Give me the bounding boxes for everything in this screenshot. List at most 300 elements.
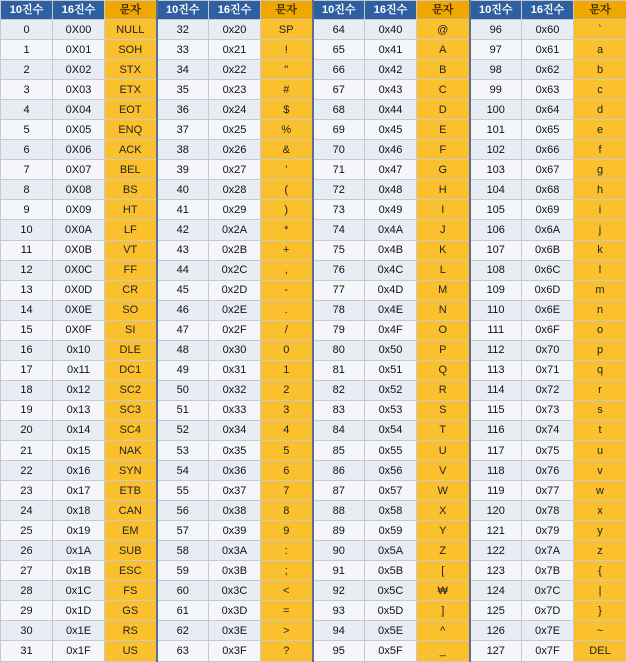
char-cell: SUB xyxy=(105,541,157,561)
decimal-cell: 40 xyxy=(157,180,209,200)
decimal-cell: 118 xyxy=(470,461,522,481)
hex-cell: 0x4A xyxy=(365,220,417,240)
decimal-cell: 100 xyxy=(470,100,522,120)
decimal-cell: 49 xyxy=(157,360,209,380)
hex-cell: 0x7F xyxy=(522,641,574,661)
decimal-cell: 87 xyxy=(313,481,365,501)
table-row xyxy=(1,180,626,200)
hex-cell: 0x34 xyxy=(209,420,261,440)
hex-cell: 0x45 xyxy=(365,120,417,140)
char-cell: s xyxy=(574,400,626,420)
char-cell: o xyxy=(574,320,626,340)
decimal-cell: 37 xyxy=(157,120,209,140)
hex-cell: 0x47 xyxy=(365,160,417,180)
decimal-cell: 34 xyxy=(157,60,209,80)
char-cell: 9 xyxy=(261,521,313,541)
char-cell: $ xyxy=(261,100,313,120)
hex-cell: 0x69 xyxy=(522,200,574,220)
header-decimal: 10진수 xyxy=(470,1,522,20)
char-cell: 7 xyxy=(261,481,313,501)
hex-cell: 0x28 xyxy=(209,180,261,200)
char-cell: * xyxy=(261,220,313,240)
char-cell: j xyxy=(574,220,626,240)
char-cell: FS xyxy=(105,581,157,601)
char-cell: B xyxy=(417,60,470,80)
decimal-cell: 76 xyxy=(313,260,365,280)
char-cell: 6 xyxy=(261,461,313,481)
decimal-cell: 117 xyxy=(470,440,522,460)
char-cell: F xyxy=(417,140,470,160)
hex-cell: 0x6B xyxy=(522,240,574,260)
hex-cell: 0x3A xyxy=(209,541,261,561)
char-cell: 2 xyxy=(261,380,313,400)
decimal-cell: 119 xyxy=(470,481,522,501)
decimal-cell: 94 xyxy=(313,621,365,641)
decimal-cell: 88 xyxy=(313,501,365,521)
hex-cell: 0x75 xyxy=(522,440,574,460)
decimal-cell: 25 xyxy=(1,521,53,541)
char-cell: ETX xyxy=(105,80,157,100)
decimal-cell: 78 xyxy=(313,300,365,320)
hex-cell: 0x3F xyxy=(209,641,261,661)
decimal-cell: 111 xyxy=(470,320,522,340)
decimal-cell: 70 xyxy=(313,140,365,160)
char-cell: @ xyxy=(417,20,470,40)
char-cell: g xyxy=(574,160,626,180)
table-row xyxy=(1,360,626,380)
char-cell: e xyxy=(574,120,626,140)
char-cell: , xyxy=(261,260,313,280)
char-cell: K xyxy=(417,240,470,260)
table-row xyxy=(1,440,626,460)
table-row xyxy=(1,400,626,420)
decimal-cell: 15 xyxy=(1,320,53,340)
table-row xyxy=(1,220,626,240)
char-cell: J xyxy=(417,220,470,240)
table-row xyxy=(1,420,626,440)
char-cell: f xyxy=(574,140,626,160)
decimal-cell: 17 xyxy=(1,360,53,380)
hex-cell: 0x3B xyxy=(209,561,261,581)
char-cell: k xyxy=(574,240,626,260)
table-row xyxy=(1,160,626,180)
hex-cell: 0x7D xyxy=(522,601,574,621)
decimal-cell: 12 xyxy=(1,260,53,280)
decimal-cell: 3 xyxy=(1,80,53,100)
char-cell: a xyxy=(574,40,626,60)
decimal-cell: 74 xyxy=(313,220,365,240)
hex-cell: 0x18 xyxy=(53,501,105,521)
decimal-cell: 36 xyxy=(157,100,209,120)
decimal-cell: 26 xyxy=(1,541,53,561)
hex-cell: 0X0A xyxy=(53,220,105,240)
decimal-cell: 98 xyxy=(470,60,522,80)
decimal-cell: 50 xyxy=(157,380,209,400)
char-cell: ESC xyxy=(105,561,157,581)
hex-cell: 0x23 xyxy=(209,80,261,100)
hex-cell: 0X06 xyxy=(53,140,105,160)
table-row xyxy=(1,340,626,360)
table-row xyxy=(1,521,626,541)
decimal-cell: 105 xyxy=(470,200,522,220)
char-cell: { xyxy=(574,561,626,581)
decimal-cell: 79 xyxy=(313,320,365,340)
hex-cell: 0x55 xyxy=(365,440,417,460)
decimal-cell: 22 xyxy=(1,461,53,481)
decimal-cell: 19 xyxy=(1,400,53,420)
decimal-cell: 9 xyxy=(1,200,53,220)
decimal-cell: 42 xyxy=(157,220,209,240)
hex-cell: 0x5E xyxy=(365,621,417,641)
char-cell: SP xyxy=(261,20,313,40)
hex-cell: 0x33 xyxy=(209,400,261,420)
char-cell: S xyxy=(417,400,470,420)
hex-cell: 0x49 xyxy=(365,200,417,220)
table-row xyxy=(1,80,626,100)
hex-cell: 0X0B xyxy=(53,240,105,260)
hex-cell: 0x58 xyxy=(365,501,417,521)
header-decimal: 10진수 xyxy=(1,1,53,20)
char-cell: . xyxy=(261,300,313,320)
char-cell: 5 xyxy=(261,440,313,460)
decimal-cell: 112 xyxy=(470,340,522,360)
hex-cell: 0x2E xyxy=(209,300,261,320)
decimal-cell: 1 xyxy=(1,40,53,60)
decimal-cell: 102 xyxy=(470,140,522,160)
char-cell: > xyxy=(261,621,313,641)
char-cell: V xyxy=(417,461,470,481)
char-cell: SOH xyxy=(105,40,157,60)
hex-cell: 0x54 xyxy=(365,420,417,440)
hex-cell: 0x16 xyxy=(53,461,105,481)
decimal-cell: 104 xyxy=(470,180,522,200)
decimal-cell: 5 xyxy=(1,120,53,140)
char-cell: DLE xyxy=(105,340,157,360)
hex-cell: 0x22 xyxy=(209,60,261,80)
hex-cell: 0x66 xyxy=(522,140,574,160)
hex-cell: 0x46 xyxy=(365,140,417,160)
decimal-cell: 82 xyxy=(313,380,365,400)
hex-cell: 0x56 xyxy=(365,461,417,481)
hex-cell: 0x4C xyxy=(365,260,417,280)
char-cell: STX xyxy=(105,60,157,80)
hex-cell: 0X01 xyxy=(53,40,105,60)
hex-cell: 0x4D xyxy=(365,280,417,300)
char-cell: n xyxy=(574,300,626,320)
hex-cell: 0x25 xyxy=(209,120,261,140)
char-cell: < xyxy=(261,581,313,601)
char-cell: EOT xyxy=(105,100,157,120)
hex-cell: 0x42 xyxy=(365,60,417,80)
char-cell: w xyxy=(574,481,626,501)
decimal-cell: 11 xyxy=(1,240,53,260)
hex-cell: 0X02 xyxy=(53,60,105,80)
decimal-cell: 81 xyxy=(313,360,365,380)
decimal-cell: 54 xyxy=(157,461,209,481)
char-cell: / xyxy=(261,320,313,340)
char-cell: ~ xyxy=(574,621,626,641)
table-row xyxy=(1,280,626,300)
decimal-cell: 18 xyxy=(1,380,53,400)
hex-cell: 0x53 xyxy=(365,400,417,420)
char-cell: DEL xyxy=(574,641,626,661)
hex-cell: 0x7C xyxy=(522,581,574,601)
hex-cell: 0x17 xyxy=(53,481,105,501)
char-cell: z xyxy=(574,541,626,561)
decimal-cell: 116 xyxy=(470,420,522,440)
hex-cell: 0x2D xyxy=(209,280,261,300)
char-cell: GS xyxy=(105,601,157,621)
table-row xyxy=(1,120,626,140)
char-cell: E xyxy=(417,120,470,140)
char-cell: l xyxy=(574,260,626,280)
decimal-cell: 103 xyxy=(470,160,522,180)
decimal-cell: 28 xyxy=(1,581,53,601)
decimal-cell: 51 xyxy=(157,400,209,420)
char-cell: % xyxy=(261,120,313,140)
hex-cell: 0x74 xyxy=(522,420,574,440)
hex-cell: 0x7A xyxy=(522,541,574,561)
decimal-cell: 2 xyxy=(1,60,53,80)
hex-cell: 0x4E xyxy=(365,300,417,320)
decimal-cell: 110 xyxy=(470,300,522,320)
hex-cell: 0x3D xyxy=(209,601,261,621)
hex-cell: 0x21 xyxy=(209,40,261,60)
table-row xyxy=(1,200,626,220)
decimal-cell: 60 xyxy=(157,581,209,601)
char-cell: Z xyxy=(417,541,470,561)
char-cell: O xyxy=(417,320,470,340)
hex-cell: 0X00 xyxy=(53,20,105,40)
decimal-cell: 14 xyxy=(1,300,53,320)
table-row xyxy=(1,140,626,160)
char-cell: R xyxy=(417,380,470,400)
hex-cell: 0x1A xyxy=(53,541,105,561)
hex-cell: 0x76 xyxy=(522,461,574,481)
char-cell: US xyxy=(105,641,157,661)
header-decimal: 10진수 xyxy=(313,1,365,20)
decimal-cell: 20 xyxy=(1,420,53,440)
hex-cell: 0x2B xyxy=(209,240,261,260)
char-cell: FF xyxy=(105,260,157,280)
hex-cell: 0x31 xyxy=(209,360,261,380)
decimal-cell: 101 xyxy=(470,120,522,140)
decimal-cell: 127 xyxy=(470,641,522,661)
table-row xyxy=(1,300,626,320)
decimal-cell: 31 xyxy=(1,641,53,661)
decimal-cell: 32 xyxy=(157,20,209,40)
hex-cell: 0x63 xyxy=(522,80,574,100)
hex-cell: 0x19 xyxy=(53,521,105,541)
hex-cell: 0x64 xyxy=(522,100,574,120)
decimal-cell: 75 xyxy=(313,240,365,260)
hex-cell: 0x2C xyxy=(209,260,261,280)
hex-cell: 0x6F xyxy=(522,320,574,340)
char-cell: 1 xyxy=(261,360,313,380)
decimal-cell: 41 xyxy=(157,200,209,220)
table-row xyxy=(1,581,626,601)
hex-cell: 0x59 xyxy=(365,521,417,541)
hex-cell: 0x13 xyxy=(53,400,105,420)
char-cell: ? xyxy=(261,641,313,661)
hex-cell: 0x72 xyxy=(522,380,574,400)
hex-cell: 0x50 xyxy=(365,340,417,360)
hex-cell: 0x7B xyxy=(522,561,574,581)
char-cell: CR xyxy=(105,280,157,300)
decimal-cell: 23 xyxy=(1,481,53,501)
char-cell: m xyxy=(574,280,626,300)
char-cell: ACK xyxy=(105,140,157,160)
decimal-cell: 95 xyxy=(313,641,365,661)
hex-cell: 0x5F xyxy=(365,641,417,661)
char-cell: ' xyxy=(261,160,313,180)
table-row xyxy=(1,20,626,40)
char-cell: } xyxy=(574,601,626,621)
table-row xyxy=(1,621,626,641)
char-cell: VT xyxy=(105,240,157,260)
char-cell: h xyxy=(574,180,626,200)
decimal-cell: 10 xyxy=(1,220,53,240)
hex-cell: 0X09 xyxy=(53,200,105,220)
decimal-cell: 59 xyxy=(157,561,209,581)
hex-cell: 0x39 xyxy=(209,521,261,541)
char-cell: G xyxy=(417,160,470,180)
char-cell: EM xyxy=(105,521,157,541)
header-hex: 16진수 xyxy=(522,1,574,20)
decimal-cell: 89 xyxy=(313,521,365,541)
hex-cell: 0x14 xyxy=(53,420,105,440)
char-cell: LF xyxy=(105,220,157,240)
header-hex: 16진수 xyxy=(53,1,105,20)
decimal-cell: 120 xyxy=(470,501,522,521)
char-cell: A xyxy=(417,40,470,60)
decimal-cell: 93 xyxy=(313,601,365,621)
char-cell: Q xyxy=(417,360,470,380)
hex-cell: 0X0F xyxy=(53,320,105,340)
hex-cell: 0x78 xyxy=(522,501,574,521)
table-row xyxy=(1,60,626,80)
char-cell: i xyxy=(574,200,626,220)
decimal-cell: 64 xyxy=(313,20,365,40)
decimal-cell: 115 xyxy=(470,400,522,420)
decimal-cell: 7 xyxy=(1,160,53,180)
char-cell: RS xyxy=(105,621,157,641)
decimal-cell: 38 xyxy=(157,140,209,160)
hex-cell: 0x10 xyxy=(53,340,105,360)
char-cell: BS xyxy=(105,180,157,200)
char-cell: L xyxy=(417,260,470,280)
decimal-cell: 124 xyxy=(470,581,522,601)
hex-cell: 0x35 xyxy=(209,440,261,460)
char-cell: SC4 xyxy=(105,420,157,440)
hex-cell: 0x6C xyxy=(522,260,574,280)
decimal-cell: 43 xyxy=(157,240,209,260)
decimal-cell: 53 xyxy=(157,440,209,460)
decimal-cell: 13 xyxy=(1,280,53,300)
table-row xyxy=(1,240,626,260)
char-cell: c xyxy=(574,80,626,100)
hex-cell: 0x65 xyxy=(522,120,574,140)
hex-cell: 0X03 xyxy=(53,80,105,100)
char-cell: - xyxy=(261,280,313,300)
table-row xyxy=(1,561,626,581)
hex-cell: 0X08 xyxy=(53,180,105,200)
hex-cell: 0x4F xyxy=(365,320,417,340)
hex-cell: 0x7E xyxy=(522,621,574,641)
hex-cell: 0x11 xyxy=(53,360,105,380)
hex-cell: 0x36 xyxy=(209,461,261,481)
hex-cell: 0x57 xyxy=(365,481,417,501)
char-cell: # xyxy=(261,80,313,100)
char-cell: ETB xyxy=(105,481,157,501)
decimal-cell: 33 xyxy=(157,40,209,60)
hex-cell: 0x15 xyxy=(53,440,105,460)
hex-cell: 0x12 xyxy=(53,380,105,400)
decimal-cell: 86 xyxy=(313,461,365,481)
decimal-cell: 62 xyxy=(157,621,209,641)
hex-cell: 0X07 xyxy=(53,160,105,180)
decimal-cell: 84 xyxy=(313,420,365,440)
hex-cell: 0x38 xyxy=(209,501,261,521)
hex-cell: 0x62 xyxy=(522,60,574,80)
decimal-cell: 126 xyxy=(470,621,522,641)
char-cell: u xyxy=(574,440,626,460)
decimal-cell: 47 xyxy=(157,320,209,340)
char-cell: q xyxy=(574,360,626,380)
char-cell: ) xyxy=(261,200,313,220)
decimal-cell: 92 xyxy=(313,581,365,601)
char-cell: U xyxy=(417,440,470,460)
table-header-row xyxy=(1,1,626,20)
decimal-cell: 91 xyxy=(313,561,365,581)
hex-cell: 0x5A xyxy=(365,541,417,561)
char-cell: y xyxy=(574,521,626,541)
decimal-cell: 122 xyxy=(470,541,522,561)
decimal-cell: 56 xyxy=(157,501,209,521)
char-cell: = xyxy=(261,601,313,621)
decimal-cell: 107 xyxy=(470,240,522,260)
hex-cell: 0x37 xyxy=(209,481,261,501)
hex-cell: 0x40 xyxy=(365,20,417,40)
hex-cell: 0X0C xyxy=(53,260,105,280)
decimal-cell: 114 xyxy=(470,380,522,400)
hex-cell: 0x1D xyxy=(53,601,105,621)
char-cell: N xyxy=(417,300,470,320)
char-cell: 8 xyxy=(261,501,313,521)
hex-cell: 0x1B xyxy=(53,561,105,581)
hex-cell: 0x30 xyxy=(209,340,261,360)
decimal-cell: 123 xyxy=(470,561,522,581)
header-char: 문자 xyxy=(261,1,313,20)
hex-cell: 0x73 xyxy=(522,400,574,420)
decimal-cell: 97 xyxy=(470,40,522,60)
char-cell: W xyxy=(417,481,470,501)
char-cell: ` xyxy=(574,20,626,40)
char-cell: v xyxy=(574,461,626,481)
char-cell: SC2 xyxy=(105,380,157,400)
decimal-cell: 108 xyxy=(470,260,522,280)
table-row xyxy=(1,100,626,120)
decimal-cell: 21 xyxy=(1,440,53,460)
decimal-cell: 90 xyxy=(313,541,365,561)
char-cell: ] xyxy=(417,601,470,621)
decimal-cell: 24 xyxy=(1,501,53,521)
hex-cell: 0x61 xyxy=(522,40,574,60)
decimal-cell: 4 xyxy=(1,100,53,120)
char-cell: & xyxy=(261,140,313,160)
char-cell: ( xyxy=(261,180,313,200)
char-cell: 4 xyxy=(261,420,313,440)
